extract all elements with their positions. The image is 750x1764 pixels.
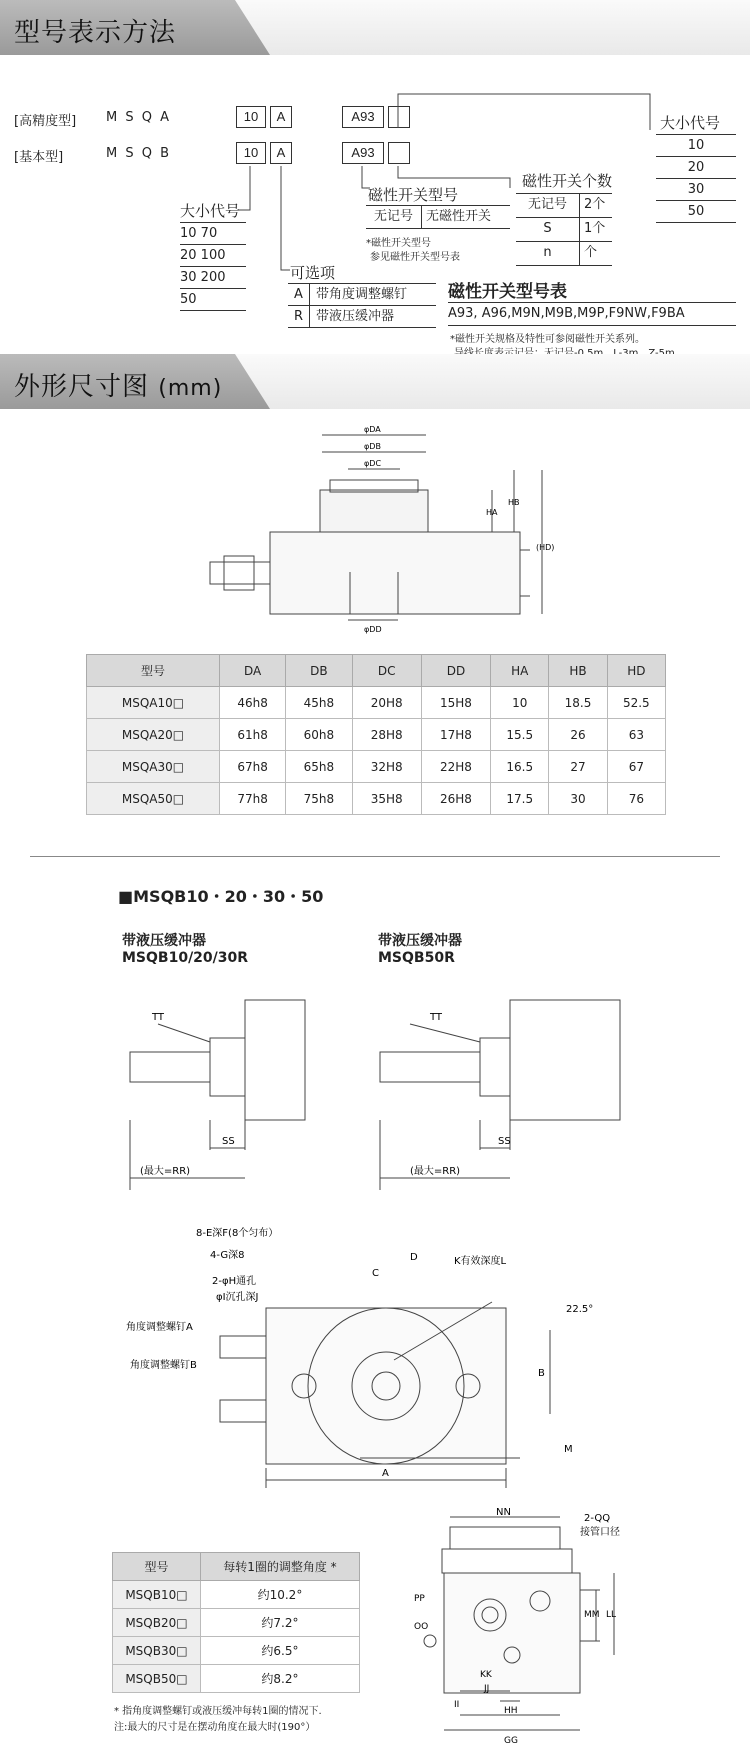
sw-type-title: 磁性开关型号 — [368, 187, 459, 204]
table-row: MSQA50□ 77h8 75h8 35H8 26H8 17.5 30 76 — [87, 783, 666, 815]
lbl-hh: HH — [504, 1706, 518, 1716]
section-header-model — [0, 0, 750, 55]
msqb-r-drawings — [110, 990, 640, 1190]
table-row: MSQA20□ 61h8 60h8 28H8 17H8 15.5 26 63 — [87, 719, 666, 751]
sw-type-row: 无记号 无磁性开关 — [366, 205, 510, 229]
lbl-screw-b: 角度调整螺钉B — [130, 1360, 197, 1371]
dim-table: 型号 DA DB DC DD HA HB HD MSQA10□ 46h8 45h8 20H8 15H8 10 18.5 52.5 MSQA20□ 61h8 60h8 28H8 17H8 15.5 26 63 MSQA30□ 67h8 65h8 32H8 22H8 16.5 27 67 MSQA50□ 77h8 75h8 35H8 26H8 17.5 30 76 — [86, 654, 666, 815]
option-list: A 带角度调整螺钉 R 带液压缓冲器 — [288, 283, 436, 328]
option-title: 可选项 — [290, 265, 336, 282]
sw-type-note2: 参见磁性开关型号表 — [370, 252, 460, 263]
angle-note-1: * 指角度调整螺钉或液压缓冲每转1圈的情况下. — [114, 1706, 322, 1717]
series-a: M S Q A — [106, 110, 171, 125]
angle-note-2: 注:最大的尺寸是在摆动角度在最大时(190°） — [114, 1722, 316, 1733]
sw-note-1: *磁性开关规格及特性可参阅磁性开关系列。 — [450, 334, 645, 345]
rr-right: (最大=RR) — [410, 1166, 461, 1177]
section-header-dims — [0, 354, 750, 409]
rr-left: (最大=RR) — [140, 1166, 191, 1177]
lbl-b: B — [538, 1368, 545, 1379]
lbl-h: 2-φH通孔 — [212, 1276, 257, 1287]
dim-hb: HB — [508, 498, 520, 507]
row-label-a: [高精度型] — [14, 114, 77, 129]
tt-right: TT — [430, 1012, 443, 1023]
table-row: MSQA30□ 67h8 65h8 32H8 22H8 16.5 27 67 — [87, 751, 666, 783]
lbl-angle: 22.5° — [566, 1304, 594, 1315]
size-title-2: 大小代号 — [660, 115, 721, 132]
lbl-gg: GG — [504, 1736, 518, 1746]
sw-box-b: A93 — [342, 142, 384, 164]
size-box-b: 10 — [236, 142, 266, 164]
msqb-top-drawing — [120, 1218, 610, 1488]
dim-dc: φDC — [364, 459, 382, 468]
dim-hd: (HD) — [536, 543, 555, 552]
opt-box-a: A — [270, 106, 292, 128]
right-title-1: 带液压缓冲器 — [378, 933, 462, 949]
row-label-b: [基本型] — [14, 150, 64, 165]
dim-da: φDA — [364, 425, 381, 434]
table-row: MSQB50□ 约8.2° — [113, 1665, 360, 1693]
lbl-mm: MM — [584, 1610, 600, 1620]
lbl-m: M — [564, 1444, 573, 1455]
size-box-a: 10 — [236, 106, 266, 128]
size-list-2: 10 20 30 50 — [656, 134, 736, 223]
count-list: 无记号 2个 S 1个 n 个 — [516, 193, 612, 266]
size-title: 大小代号 — [180, 202, 241, 220]
lbl-qq: 2-QQ — [584, 1513, 611, 1524]
msqa-side-drawing — [200, 420, 570, 635]
table-row: MSQB30□ 约6.5° — [113, 1637, 360, 1665]
table-row: MSQB10□ 约10.2° — [113, 1581, 360, 1609]
lbl-a: A — [382, 1468, 389, 1479]
table-row: MSQB20□ 约7.2° — [113, 1609, 360, 1637]
lbl-i: φI沉孔深J — [216, 1292, 259, 1303]
lbl-port: 接管口径 — [580, 1527, 620, 1538]
sw-table-title: 磁性开关型号表 — [448, 282, 567, 302]
opt-box-b: A — [270, 142, 292, 164]
series-b: M S Q B — [106, 146, 172, 161]
ss-right: SS — [498, 1136, 511, 1147]
sw-table-models: A93, A96,M9N,M9B,M9P,F9NW,F9BA — [448, 302, 736, 326]
left-title-2: MSQB10/20/30R — [122, 950, 249, 966]
lbl-4g: 4-G深8 — [210, 1250, 245, 1261]
lbl-ll: LL — [606, 1610, 617, 1620]
dim-ha: HA — [486, 508, 498, 517]
lbl-d: D — [410, 1252, 418, 1263]
size-list: 10 70 20 100 30 200 50 — [180, 222, 246, 311]
lbl-screw-a: 角度调整螺钉A — [126, 1322, 193, 1333]
lbl-nn: NN — [496, 1507, 511, 1518]
lbl-ii: II — [454, 1700, 460, 1710]
lbl-k: K有效深度L — [454, 1256, 507, 1267]
lbl-pp: PP — [414, 1594, 425, 1604]
left-title-1: 带液压缓冲器 — [122, 933, 206, 949]
table-row: MSQA10□ 46h8 45h8 20H8 15H8 10 18.5 52.5 — [87, 687, 666, 719]
msqb-title: ■MSQB10・20・30・50 — [118, 887, 324, 906]
section2-title: 外形尺寸图 (mm) — [14, 372, 223, 402]
lbl-c: C — [372, 1268, 379, 1279]
lbl-oo: OO — [414, 1622, 429, 1632]
lbl-8e: 8-E深F(8个匀布） — [196, 1228, 279, 1239]
dim-dd: φDD — [364, 625, 382, 634]
angle-table: 型号 每转1圈的调整角度 * MSQB10□ 约10.2° MSQB20□ 约7.2° MSQB30□ 约6.5° MSQB50□ 约8.2° — [112, 1552, 360, 1693]
right-title-2: MSQB50R — [378, 950, 455, 966]
ss-left: SS — [222, 1136, 235, 1147]
lbl-kk: KK — [480, 1670, 492, 1680]
tt-left: TT — [152, 1012, 165, 1023]
sw-box-a: A93 — [342, 106, 384, 128]
dim-db: φDB — [364, 442, 381, 451]
count-title: 磁性开关个数 — [522, 173, 613, 190]
msqb-front-drawing — [400, 1505, 640, 1760]
sw-type-note1: *磁性开关型号 — [366, 238, 431, 249]
lbl-jj: JJ — [484, 1684, 490, 1694]
section-title: 型号表示方法 — [14, 18, 177, 48]
divider — [30, 856, 720, 857]
